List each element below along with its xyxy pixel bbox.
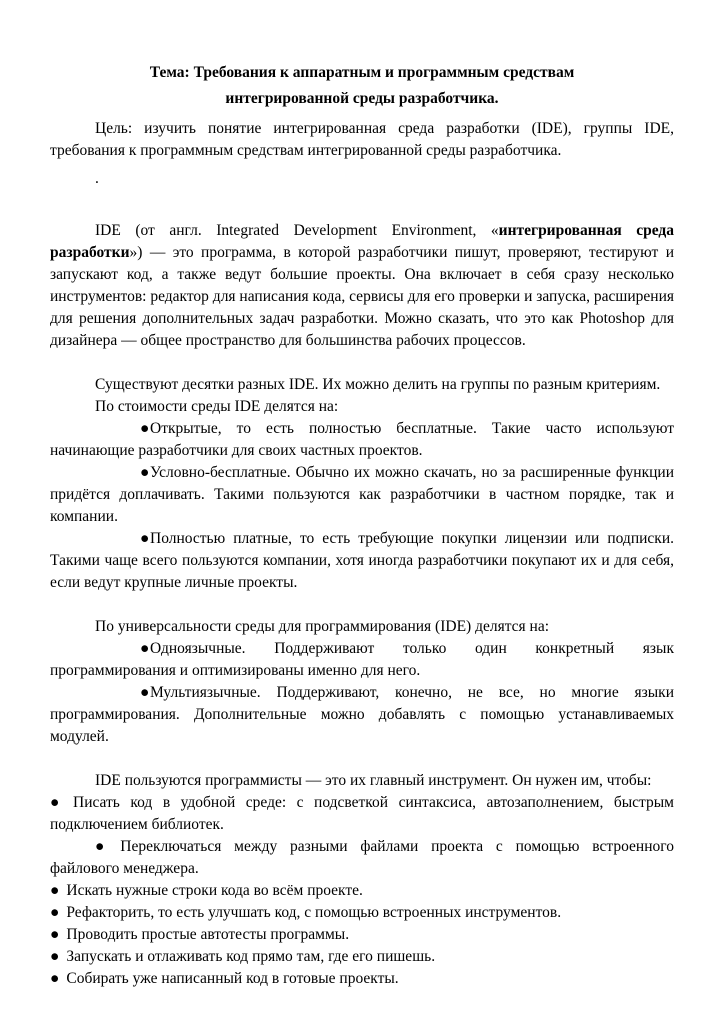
bullet-icon: ● bbox=[140, 684, 150, 701]
ide-intro-paragraph bbox=[50, 220, 674, 352]
list-item bbox=[50, 418, 674, 462]
bullet-icon: ● bbox=[50, 794, 66, 811]
title-line-2: интегрированной среды разработчика. bbox=[225, 90, 499, 107]
document-title bbox=[50, 60, 674, 112]
list-item bbox=[50, 946, 674, 968]
list-item-text: Условно-бесплатные. Обычно их можно скачать, но за расширенные функции придётся доплачивать. Такими пользуются как разработчики в частном порядке, так и компании. bbox=[50, 464, 674, 525]
bold-term: интегрированная среда разработки bbox=[50, 222, 675, 261]
list-item-text: Искать нужные строки кода во всём проекте. bbox=[66, 882, 363, 899]
list-item-text: Полностью платные, то есть требующие покупки лицензии или подписки. Такими чаще всего пользуются компании, хотя иногда разработчики покупают их и для себя, если ведут крупные личные проекты. bbox=[50, 530, 674, 591]
groups-paragraph: Существуют десятки разных IDE. Их можно делить на группы по разным критериям. bbox=[95, 376, 661, 393]
cost-heading: По стоимости среды IDE делятся на: bbox=[95, 398, 339, 415]
list-item bbox=[50, 792, 674, 836]
bullet-icon: ● bbox=[140, 530, 150, 547]
stray-dot: . bbox=[95, 170, 99, 187]
text-segment: ») — это программа, в которой разработчики пишут, проверяют, тестируют и запускают код, а также ведут большие проекты. Она включает в себя сразу несколько инструментов: редактор для написания кода, сервисы для его проверки и запуска, расширения для решения дополнительных задач разработки. Можно сказать, что это как Photoshop для дизайнера — общее пространство для большинства рабочих процессов. bbox=[50, 244, 674, 349]
list-item bbox=[50, 682, 674, 748]
list-item-text: Мультиязычные. Поддерживают, конечно, не все, но многие языки программирования. Дополнительные можно добавлять с помощью устанавливаемых модулей. bbox=[50, 684, 674, 745]
uses-list bbox=[50, 792, 674, 990]
bullet-icon: ● bbox=[50, 926, 60, 943]
bullet-icon: ● bbox=[140, 640, 150, 657]
list-item-text: Запускать и отлаживать код прямо там, где его пишешь. bbox=[66, 948, 436, 965]
bullet-icon: ● bbox=[140, 464, 150, 481]
bullet-icon: ● bbox=[95, 838, 114, 855]
list-item bbox=[50, 968, 674, 990]
list-item bbox=[50, 528, 674, 594]
bullet-icon: ● bbox=[50, 970, 60, 987]
text-segment: IDE (от англ. Integrated Development Environment, « bbox=[95, 222, 499, 239]
list-item-text: Открытые, то есть полностью бесплатные. Такие часто используют начинающие разработчики для своих частных проектов. bbox=[50, 420, 674, 459]
list-item bbox=[50, 924, 674, 946]
list-item-text: Одноязычные. Поддерживают только один конкретный язык программирования и оптимизированы именно для него. bbox=[50, 640, 674, 679]
bullet-icon: ● bbox=[50, 882, 60, 899]
title-line-1: Тема: Требования к аппаратным и программным средствам bbox=[149, 64, 575, 81]
list-item bbox=[50, 462, 674, 528]
bullet-icon: ● bbox=[50, 904, 60, 921]
list-item-text: Переключаться между разными файлами проекта с помощью встроенного файлового менеджера. bbox=[50, 838, 674, 877]
cost-list bbox=[50, 418, 674, 594]
universality-heading: По универсальности среды для программирования (IDE) делятся на: bbox=[95, 618, 550, 635]
list-item-text: Писать код в удобной среде: с подсветкой синтаксиса, автозаполнением, быстрым подключением библиотек. bbox=[50, 794, 674, 833]
universality-list bbox=[50, 638, 674, 748]
list-item-text: Проводить простые автотесты программы. bbox=[66, 926, 350, 943]
list-item bbox=[50, 638, 674, 682]
bullet-icon: ● bbox=[50, 948, 60, 965]
goal-paragraph: Цель: изучить понятие интегрированная среда разработки (IDE), группы IDE, требования к программным средствам интегрированной среды разработчика. bbox=[50, 120, 674, 159]
list-item bbox=[50, 902, 674, 924]
uses-intro-paragraph: IDE пользуются программисты — это их главный инструмент. Он нужен им, чтобы: bbox=[95, 772, 652, 789]
bullet-icon: ● bbox=[140, 420, 150, 437]
list-item-text: Собирать уже написанный код в готовые проекты. bbox=[66, 970, 399, 987]
list-item bbox=[50, 836, 674, 880]
list-item bbox=[50, 880, 674, 902]
list-item-text: Рефакторить, то есть улучшать код, с помощью встроенных инструментов. bbox=[66, 904, 562, 921]
